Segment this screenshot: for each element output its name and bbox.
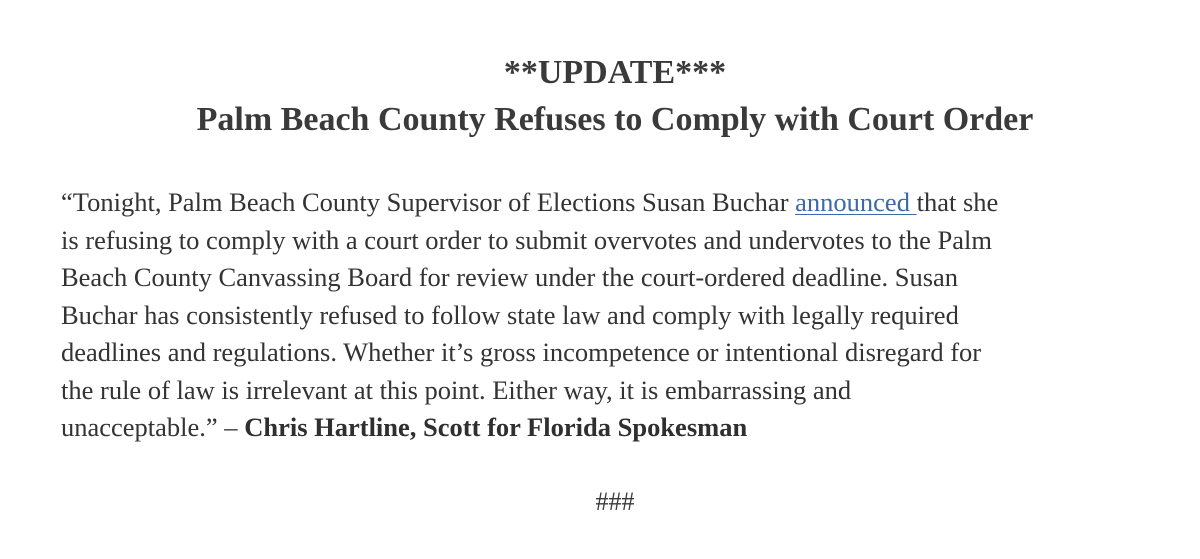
statement-line-5: deadlines and regulations. Whether it’s gross incompetence or intentional disregard for	[61, 337, 982, 367]
statement-text: “Tonight, Palm Beach County Supervisor of Elections Susan Buchar	[61, 187, 796, 217]
end-mark: ###	[595, 487, 635, 516]
statement-text: that she	[916, 187, 999, 217]
statement-line-3: Beach County Canvassing Board for review under the court-ordered deadline. Susan	[61, 262, 959, 292]
statement-line-6: the rule of law is irrelevant at this point. Either way, it is embarrassing and	[61, 374, 852, 405]
update-label: **UPDATE***	[503, 54, 727, 91]
statement-line-7	[61, 409, 1171, 447]
announced-link[interactable]: announced	[795, 187, 917, 217]
statement-paragraph	[61, 184, 1171, 447]
statement-line-2: is refusing to comply with a court order to submit overvotes and undervotes to the Palm	[61, 224, 993, 255]
statement-text: unacceptable.” –	[61, 412, 245, 442]
statement-line-4: Buchar has consistently refused to follow state law and comply with legally required	[61, 299, 959, 330]
page-title: Palm Beach County Refuses to Comply with Court Order	[196, 101, 1034, 138]
attribution: Chris Hartline, Scott for Florida Spokesman	[244, 412, 748, 442]
statement-line-1	[61, 184, 1171, 222]
